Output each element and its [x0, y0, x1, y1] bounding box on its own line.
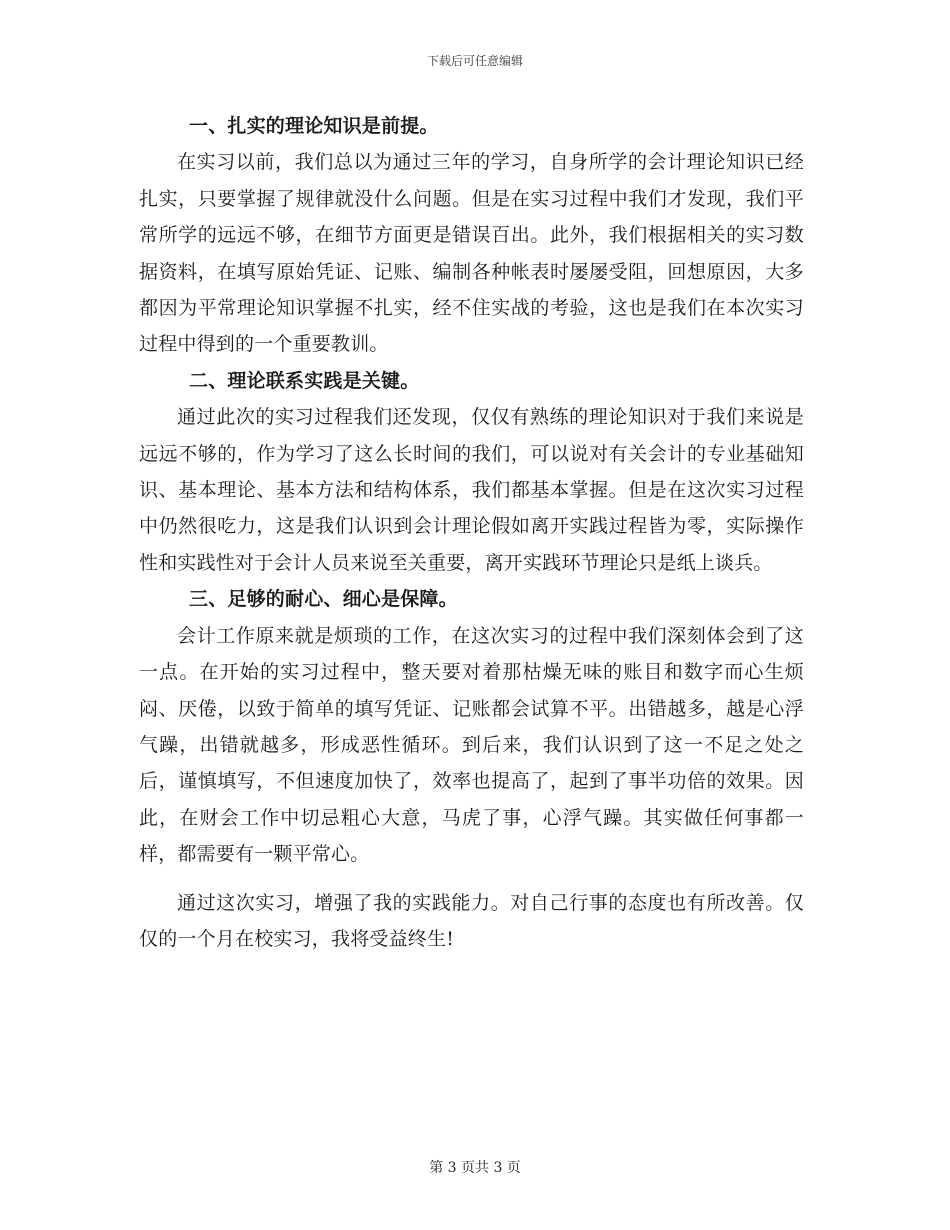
document-body [139, 108, 804, 957]
section-heading-1: 一、扎实的理论知识是前提。 [189, 115, 439, 137]
section-body-3: 会计工作原来就是烦琐的工作，在这次实习的过程中我们深刻体会到了这一点。在开始的实习过程中，整天要对着那枯燥无味的账目和数字而心生烦闷、厌倦，以致于简单的填写凭证、记账都会试算不平。出错越多，越是心浮气躁，出错就越多，形成恶性循环。到后来，我们认识到了这一不足之处之后，谨慎填写，不但速度加快了，效率也提高了，起到了事半功倍的效果。因此，在财会工作中切忌粗心大意，马虎了事，心浮气躁。其实做任何事都一样，都需要有一颗平常心。 [139, 624, 804, 866]
conclusion-paragraph: 通过这次实习，增强了我的实践能力。对自己行事的态度也有所改善。仅仅的一个月在校实习，我将受益终生! [139, 891, 804, 950]
page-number-footer: 第 3 页共 3 页 [429, 1160, 521, 1176]
section-body-2: 通过此次的实习过程我们还发现，仅仅有熟练的理论知识对于我们来说是远远不够的，作为学习了这么长时间的我们，可以说对有关会计的专业基础知识、基本理论、基本方法和结构体系，我们都基本掌握。但是在这次实习过程中仍然很吃力，这是我们认识到会计理论假如离开实践过程皆为零，实际操作性和实践性对于会计人员来说至关重要，离开实践环节理论只是纸上谈兵。 [139, 406, 804, 574]
section-body-1: 在实习以前，我们总以为通过三年的学习，自身所学的会计理论知识已经扎实，只要掌握了规律就没什么问题。但是在实习过程中我们才发现，我们平常所学的远远不够，在细节方面更是错误百出。此外，我们根据相关的实习数据资料，在填写原始凭证、记账、编制各种帐表时屡屡受阻，回想原因，大多都因为平常理论知识掌握不扎实，经不住实战的考验，这也是我们在本次实习过程中得到的一个重要教训。 [139, 151, 804, 356]
section-heading-2: 二、理论联系实践是关键。 [189, 369, 420, 392]
section-heading-3: 三、足够的耐心、细心是保障。 [189, 588, 458, 611]
page-header: 下载后可任意编辑 [426, 54, 523, 68]
